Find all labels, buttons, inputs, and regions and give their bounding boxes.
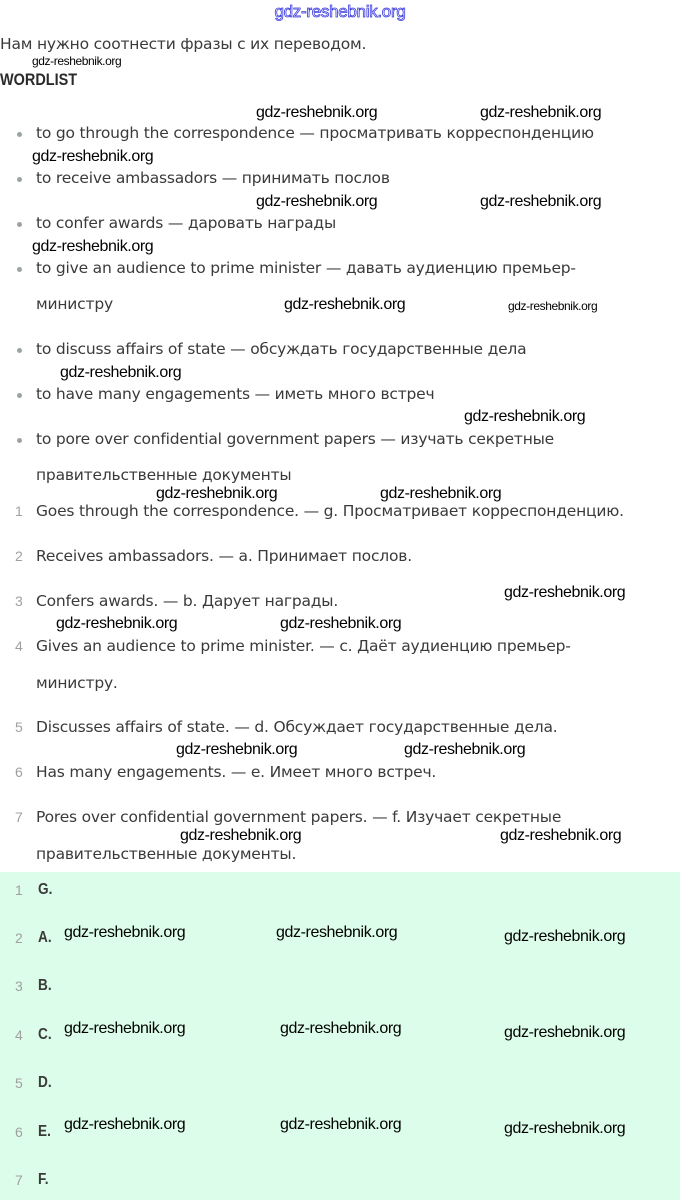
watermark-text: gdz-reshebnik.org (64, 1020, 186, 1037)
item-number: 2 (15, 548, 23, 564)
sentence-line: Goes through the correspondence. — g. Просматривает корреспонденцию. (36, 502, 624, 520)
section-title: WORDLIST (0, 70, 78, 89)
wordlist-item: to give an audience to prime minister — давать аудиенцию премьер- (36, 259, 576, 277)
answer-value: G. (38, 881, 53, 898)
bullet-icon (17, 393, 22, 398)
wordlist-item: to discuss affairs of state — обсуждать государственные дела (36, 340, 527, 358)
watermark-text: gdz-reshebnik.org (56, 615, 178, 632)
wordlist-item: министру (36, 295, 113, 313)
watermark-text: gdz-reshebnik.org (64, 1116, 186, 1133)
item-number: 1 (15, 503, 23, 519)
sentence-line: Receives ambassadors. — a. Принимает послов. (36, 547, 412, 565)
watermark-text: gdz-reshebnik.org (500, 827, 622, 844)
watermark-text: gdz-reshebnik.org (280, 615, 402, 632)
watermark-text: gdz-reshebnik.org (180, 827, 302, 844)
wordlist-item: to pore over confidential government papers — изучать секретные (36, 430, 555, 448)
watermark-text: gdz-reshebnik.org (284, 296, 406, 313)
wordlist-item: to confer awards — даровать награды (36, 214, 336, 232)
watermark-text: gdz-reshebnik.org (404, 741, 526, 758)
watermark-text: gdz-reshebnik.org (256, 193, 378, 210)
watermark-text: gdz-reshebnik.org (508, 299, 598, 313)
watermark-text: gdz-reshebnik.org (64, 924, 186, 941)
answer-value: A. (38, 929, 52, 946)
answer-number: 3 (15, 978, 23, 994)
wordlist-item: правительственные документы (36, 466, 292, 484)
sentence-line: правительственные документы. (36, 845, 297, 863)
answer-number: 7 (15, 1172, 23, 1188)
header-watermark: gdz-reshebnik.org (274, 2, 406, 21)
watermark-text: gdz-reshebnik.org (504, 1024, 626, 1041)
bullet-icon (17, 438, 22, 443)
item-number: 5 (15, 719, 23, 735)
watermark-text: gdz-reshebnik.org (156, 485, 278, 502)
answer-value: D. (38, 1074, 52, 1091)
answer-value: F. (38, 1171, 49, 1188)
watermark-text: gdz-reshebnik.org (280, 1020, 402, 1037)
bullet-icon (17, 267, 22, 272)
answer-value: C. (38, 1026, 52, 1043)
sentence-line: Has many engagements. — e. Имеет много встреч. (36, 763, 437, 781)
intro-text: Нам нужно соотнести фразы с их переводом. (0, 35, 367, 53)
answer-number: 4 (15, 1027, 23, 1043)
watermark-text: gdz-reshebnik.org (380, 485, 502, 502)
sentence-line: Discusses affairs of state. — d. Обсуждает государственные дела. (36, 718, 558, 736)
answer-value: E. (38, 1123, 51, 1140)
bullet-icon (17, 348, 22, 353)
item-number: 4 (15, 638, 23, 654)
sentence-line: Confers awards. — b. Дарует награды. (36, 592, 339, 610)
watermark-text: gdz-reshebnik.org (256, 104, 378, 121)
bullet-icon (17, 177, 22, 182)
watermark-text: gdz-reshebnik.org (32, 238, 154, 255)
bullet-icon (17, 132, 22, 137)
item-number: 7 (15, 809, 23, 825)
watermark-text: gdz-reshebnik.org (504, 584, 626, 601)
wordlist-item: to go through the correspondence — просматривать корреспонденцию (36, 124, 594, 142)
watermark-text: gdz-reshebnik.org (176, 741, 298, 758)
watermark-text: gdz-reshebnik.org (276, 924, 398, 941)
watermark-text: gdz-reshebnik.org (480, 193, 602, 210)
sentence-line: министру. (36, 674, 118, 692)
watermark-text: gdz-reshebnik.org (32, 148, 154, 165)
answer-number: 5 (15, 1075, 23, 1091)
wordlist-item: to receive ambassadors — принимать послов (36, 169, 390, 187)
watermark-text: gdz-reshebnik.org (464, 408, 586, 425)
answer-number: 2 (15, 930, 23, 946)
watermark-text: gdz-reshebnik.org (504, 928, 626, 945)
watermark-text: gdz-reshebnik.org (32, 54, 122, 68)
item-number: 6 (15, 764, 23, 780)
answer-number: 1 (15, 882, 23, 898)
sentence-line: Gives an audience to prime minister. — c. Даёт аудиенцию премьер- (36, 637, 571, 655)
watermark-text: gdz-reshebnik.org (60, 364, 182, 381)
watermark-text: gdz-reshebnik.org (480, 104, 602, 121)
bullet-icon (17, 222, 22, 227)
watermark-text: gdz-reshebnik.org (504, 1120, 626, 1137)
watermark-text: gdz-reshebnik.org (280, 1116, 402, 1133)
answer-number: 6 (15, 1124, 23, 1140)
answer-value: B. (38, 977, 52, 994)
sentence-line: Pores over confidential government papers. — f. Изучает секретные (36, 808, 562, 826)
wordlist-item: to have many engagements — иметь много встреч (36, 385, 435, 403)
item-number: 3 (15, 593, 23, 609)
